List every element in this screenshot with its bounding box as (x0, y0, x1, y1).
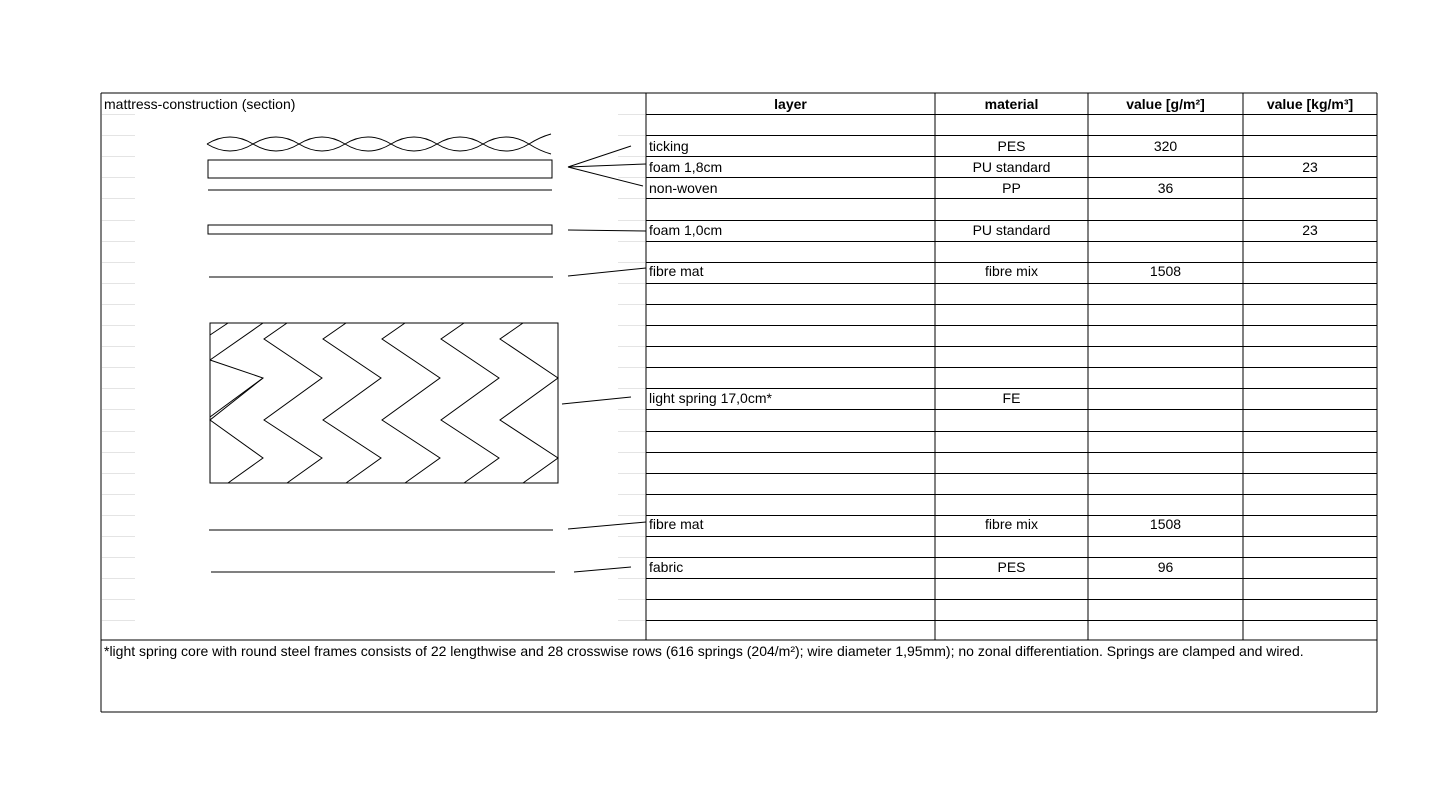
diagram-title: mattress-construction (section) (104, 96, 296, 112)
row-non-woven-layer: non-woven (649, 180, 718, 196)
header-layer: layer (774, 96, 807, 112)
row-foam-18-material: PU standard (972, 159, 1051, 175)
row-fibre-mat-bottom-material: fibre mix (985, 516, 1038, 532)
row-fibre-mat-top-material: fibre mix (985, 263, 1038, 279)
row-non-woven-material: PP (1002, 180, 1021, 196)
footnote: *light spring core with round steel frames consists of 22 lengthwise and 28 crosswise rows (616 springs (204/m²); wire diameter 1,95mm); no zonal differentiation. Springs are clamped and wired. (104, 643, 1304, 659)
row-light-spring-material: FE (1002, 390, 1021, 406)
foam-10-layer (208, 225, 552, 234)
row-fibre-mat-top-layer: fibre mat (649, 263, 704, 279)
row-foam-10-material: PU standard (972, 222, 1051, 238)
row-fibre-mat-bottom-layer: fibre mat (649, 516, 704, 532)
row-fabric-g-m2: 96 (1157, 559, 1174, 575)
row-foam-10-kg-m3: 23 (1302, 222, 1318, 238)
row-ticking-material: PES (997, 138, 1026, 154)
row-light-spring-layer: light spring 17,0cm* (649, 390, 772, 406)
row-foam-18-kg-m3: 23 (1302, 159, 1318, 175)
row-non-woven-g-m2: 36 (1157, 180, 1174, 196)
header-material: material (984, 96, 1039, 112)
ticking-layer (207, 134, 551, 154)
row-fabric-material: PES (997, 559, 1026, 575)
leader-lines (562, 146, 646, 572)
spring-core (210, 323, 558, 483)
row-ticking-g-m2: 320 (1153, 138, 1178, 154)
row-fabric-layer: fabric (649, 559, 684, 575)
foam-18-layer (208, 160, 552, 178)
row-foam-18-layer: foam 1,8cm (649, 159, 723, 175)
row-fibre-mat-bottom-g-m2: 1508 (1149, 516, 1182, 532)
row-fibre-mat-top-g-m2: 1508 (1149, 263, 1182, 279)
header-value-kg-m3: value [kg/m³] (1266, 96, 1354, 112)
row-foam-10-layer: foam 1,0cm (649, 222, 723, 238)
header-value-g-m2: value [g/m²] (1126, 96, 1205, 112)
row-ticking-layer: ticking (649, 138, 689, 154)
section-drawing (207, 134, 646, 572)
